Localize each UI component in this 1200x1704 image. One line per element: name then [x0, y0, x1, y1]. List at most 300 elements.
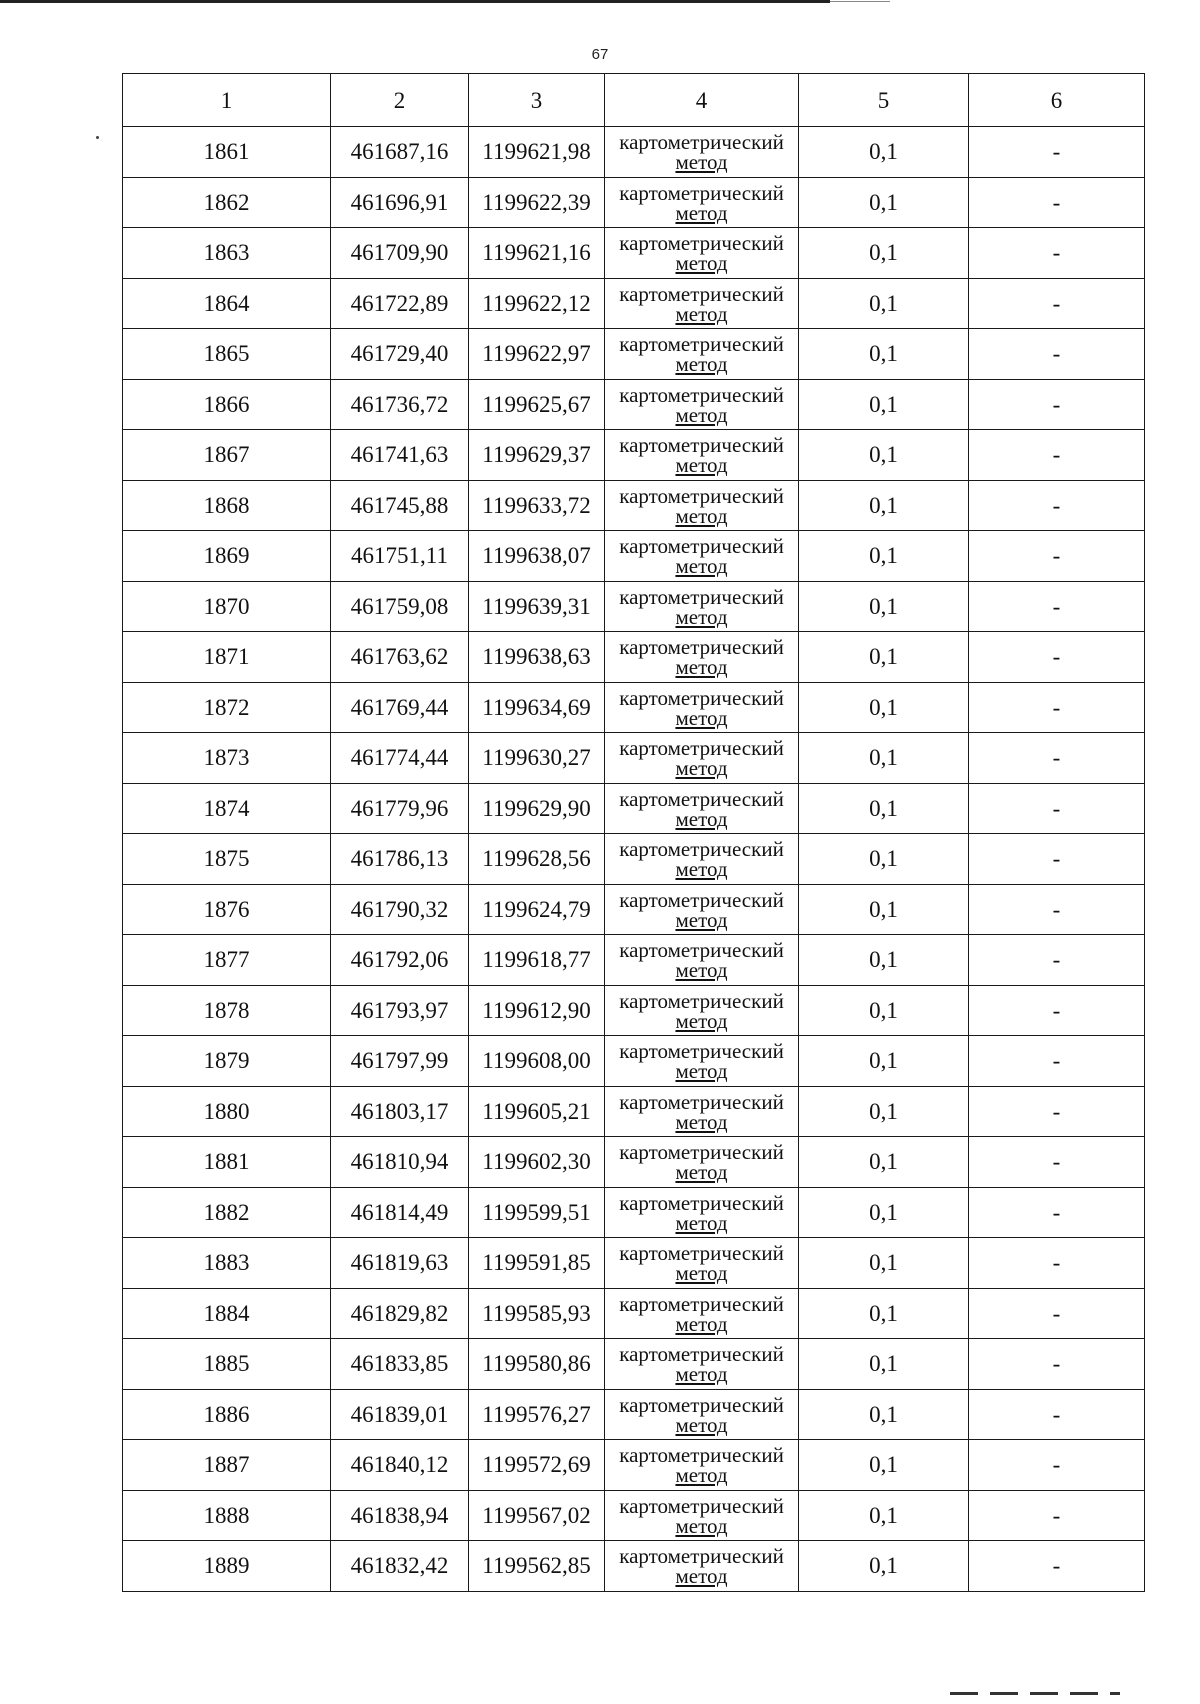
page-number: 67 — [591, 46, 609, 63]
table-row — [123, 1137, 1145, 1188]
x-coordinate-cell: 461803,17 — [331, 1086, 469, 1137]
x-coordinate-cell: 461779,96 — [331, 783, 469, 834]
accuracy-cell: 0,1 — [799, 379, 969, 430]
y-coordinate-cell: 1199624,79 — [469, 884, 605, 935]
method-line-1: картометрический — [619, 483, 784, 508]
header-cell-6: 6 — [969, 74, 1145, 127]
method-cell — [605, 379, 799, 430]
method-line-1: картометрический — [619, 1493, 784, 1518]
method-cell — [605, 1288, 799, 1339]
table-row — [123, 682, 1145, 733]
method-cell — [605, 1389, 799, 1440]
note-cell: - — [969, 1238, 1145, 1289]
accuracy-cell: 0,1 — [799, 682, 969, 733]
method-line-2: метод — [675, 1261, 728, 1286]
method-line-2: метод — [675, 1160, 728, 1185]
header-cell-2: 2 — [331, 74, 469, 127]
table-row — [123, 127, 1145, 178]
method-text — [619, 1090, 784, 1132]
note-cell: - — [969, 1541, 1145, 1592]
point-number-cell: 1865 — [123, 329, 331, 380]
table-row — [123, 430, 1145, 481]
method-cell — [605, 1137, 799, 1188]
method-line-1: картометрический — [619, 938, 784, 963]
note-cell: - — [969, 985, 1145, 1036]
y-coordinate-cell: 1199638,63 — [469, 632, 605, 683]
method-text — [619, 585, 784, 627]
method-line-1: картометрический — [619, 584, 784, 609]
method-cell — [605, 430, 799, 481]
accuracy-cell: 0,1 — [799, 1541, 969, 1592]
y-coordinate-cell: 1199621,98 — [469, 127, 605, 178]
method-text — [619, 989, 784, 1031]
accuracy-cell: 0,1 — [799, 177, 969, 228]
note-cell: - — [969, 531, 1145, 582]
method-cell — [605, 329, 799, 380]
method-line-2: метод — [675, 352, 728, 377]
note-cell: - — [969, 935, 1145, 986]
accuracy-cell: 0,1 — [799, 531, 969, 582]
scan-border-line — [0, 0, 830, 3]
method-line-2: метод — [675, 958, 728, 983]
y-coordinate-cell: 1199622,39 — [469, 177, 605, 228]
y-coordinate-cell: 1199576,27 — [469, 1389, 605, 1440]
x-coordinate-cell: 461793,97 — [331, 985, 469, 1036]
y-coordinate-cell: 1199630,27 — [469, 733, 605, 784]
method-cell — [605, 834, 799, 885]
x-coordinate-cell: 461829,82 — [331, 1288, 469, 1339]
method-cell — [605, 1541, 799, 1592]
accuracy-cell: 0,1 — [799, 884, 969, 935]
method-cell — [605, 632, 799, 683]
x-coordinate-cell: 461786,13 — [331, 834, 469, 885]
point-number-cell: 1873 — [123, 733, 331, 784]
accuracy-cell: 0,1 — [799, 783, 969, 834]
y-coordinate-cell: 1199625,67 — [469, 379, 605, 430]
point-number-cell: 1886 — [123, 1389, 331, 1440]
method-line-2: метод — [675, 907, 728, 932]
method-text — [619, 383, 784, 425]
method-line-1: картометрический — [619, 837, 784, 862]
point-number-cell: 1867 — [123, 430, 331, 481]
y-coordinate-cell: 1199608,00 — [469, 1036, 605, 1087]
method-line-1: картометрический — [619, 1039, 784, 1064]
method-line-2: метод — [675, 857, 728, 882]
method-text — [619, 787, 784, 829]
method-line-1: картометрический — [619, 736, 784, 761]
table-row — [123, 935, 1145, 986]
method-cell — [605, 1187, 799, 1238]
note-cell: - — [969, 480, 1145, 531]
point-number-cell: 1882 — [123, 1187, 331, 1238]
method-line-2: метод — [675, 604, 728, 629]
accuracy-cell: 0,1 — [799, 1137, 969, 1188]
note-cell: - — [969, 632, 1145, 683]
method-text — [619, 332, 784, 377]
table-row — [123, 1440, 1145, 1491]
point-number-cell: 1888 — [123, 1490, 331, 1541]
accuracy-cell: 0,1 — [799, 581, 969, 632]
method-text — [619, 282, 784, 324]
table-row — [123, 1389, 1145, 1440]
method-text — [619, 1443, 784, 1488]
method-line-2: метод — [675, 503, 728, 528]
method-line-1: картометрический — [619, 231, 784, 256]
note-cell: - — [969, 1086, 1145, 1137]
method-text — [619, 1140, 784, 1185]
method-line-2: метод — [675, 554, 728, 579]
coordinates-table — [122, 73, 1145, 1592]
method-text — [619, 181, 784, 223]
table-row — [123, 1187, 1145, 1238]
method-text — [619, 1241, 784, 1286]
x-coordinate-cell: 461792,06 — [331, 935, 469, 986]
x-coordinate-cell: 461763,62 — [331, 632, 469, 683]
method-line-2: метод — [675, 1210, 728, 1235]
method-text — [619, 736, 784, 781]
y-coordinate-cell: 1199622,12 — [469, 278, 605, 329]
method-cell — [605, 1036, 799, 1087]
method-line-2: метод — [675, 1362, 728, 1387]
method-cell — [605, 1238, 799, 1289]
point-number-cell: 1875 — [123, 834, 331, 885]
y-coordinate-cell: 1199629,90 — [469, 783, 605, 834]
x-coordinate-cell: 461832,42 — [331, 1541, 469, 1592]
method-text — [619, 130, 784, 175]
method-cell — [605, 884, 799, 935]
method-text — [619, 1342, 784, 1387]
x-coordinate-cell: 461722,89 — [331, 278, 469, 329]
x-coordinate-cell: 461745,88 — [331, 480, 469, 531]
method-text — [619, 1191, 784, 1233]
note-cell: - — [969, 682, 1145, 733]
note-cell: - — [969, 1288, 1145, 1339]
table-row — [123, 834, 1145, 885]
table-row — [123, 177, 1145, 228]
method-line-2: метод — [675, 655, 728, 680]
table-row — [123, 1541, 1145, 1592]
y-coordinate-cell: 1199629,37 — [469, 430, 605, 481]
point-number-cell: 1884 — [123, 1288, 331, 1339]
point-number-cell: 1880 — [123, 1086, 331, 1137]
method-cell — [605, 1490, 799, 1541]
x-coordinate-cell: 461797,99 — [331, 1036, 469, 1087]
x-coordinate-cell: 461696,91 — [331, 177, 469, 228]
table-row — [123, 733, 1145, 784]
x-coordinate-cell: 461840,12 — [331, 1440, 469, 1491]
method-line-1: картометрический — [619, 1089, 784, 1114]
y-coordinate-cell: 1199612,90 — [469, 985, 605, 1036]
method-line-1: картометрический — [619, 1190, 784, 1215]
table-row — [123, 1086, 1145, 1137]
method-cell — [605, 1086, 799, 1137]
point-number-cell: 1872 — [123, 682, 331, 733]
point-number-cell: 1863 — [123, 228, 331, 279]
note-cell: - — [969, 228, 1145, 279]
y-coordinate-cell: 1199562,85 — [469, 1541, 605, 1592]
header-cell-1: 1 — [123, 74, 331, 127]
note-cell: - — [969, 177, 1145, 228]
method-cell — [605, 127, 799, 178]
method-text — [619, 888, 784, 930]
note-cell: - — [969, 1490, 1145, 1541]
method-cell — [605, 985, 799, 1036]
note-cell: - — [969, 1389, 1145, 1440]
x-coordinate-cell: 461741,63 — [331, 430, 469, 481]
point-number-cell: 1883 — [123, 1238, 331, 1289]
note-cell: - — [969, 834, 1145, 885]
y-coordinate-cell: 1199634,69 — [469, 682, 605, 733]
method-line-1: картометрический — [619, 180, 784, 205]
accuracy-cell: 0,1 — [799, 632, 969, 683]
y-coordinate-cell: 1199639,31 — [469, 581, 605, 632]
x-coordinate-cell: 461790,32 — [331, 884, 469, 935]
method-cell — [605, 935, 799, 986]
method-line-1: картометрический — [619, 1291, 784, 1316]
x-coordinate-cell: 461774,44 — [331, 733, 469, 784]
method-line-2: метод — [675, 1311, 728, 1336]
point-number-cell: 1871 — [123, 632, 331, 683]
method-line-1: картометрический — [619, 332, 784, 357]
y-coordinate-cell: 1199621,16 — [469, 228, 605, 279]
accuracy-cell: 0,1 — [799, 935, 969, 986]
note-cell: - — [969, 329, 1145, 380]
table-row — [123, 531, 1145, 582]
method-line-1: картометрический — [619, 1392, 784, 1417]
point-number-cell: 1870 — [123, 581, 331, 632]
point-number-cell: 1874 — [123, 783, 331, 834]
method-text — [619, 1292, 784, 1334]
point-number-cell: 1864 — [123, 278, 331, 329]
table-header-row — [123, 74, 1145, 127]
header-cell-4: 4 — [605, 74, 799, 127]
table-row — [123, 632, 1145, 683]
accuracy-cell: 0,1 — [799, 834, 969, 885]
x-coordinate-cell: 461814,49 — [331, 1187, 469, 1238]
method-line-1: картометрический — [619, 988, 784, 1013]
method-cell — [605, 581, 799, 632]
method-cell — [605, 733, 799, 784]
method-line-1: картометрический — [619, 433, 784, 458]
table-row — [123, 783, 1145, 834]
accuracy-cell: 0,1 — [799, 329, 969, 380]
y-coordinate-cell: 1199572,69 — [469, 1440, 605, 1491]
method-text — [619, 686, 784, 728]
scan-border-line-thin — [830, 1, 890, 2]
method-line-2: метод — [675, 402, 728, 427]
accuracy-cell: 0,1 — [799, 1339, 969, 1390]
method-line-2: метод — [675, 1008, 728, 1033]
method-line-1: картометрический — [619, 1140, 784, 1165]
point-number-cell: 1862 — [123, 177, 331, 228]
method-line-1: картометрический — [619, 887, 784, 912]
scan-speck — [96, 136, 99, 139]
accuracy-cell: 0,1 — [799, 1490, 969, 1541]
table-row — [123, 985, 1145, 1036]
point-number-cell: 1878 — [123, 985, 331, 1036]
table-row — [123, 1490, 1145, 1541]
x-coordinate-cell: 461833,85 — [331, 1339, 469, 1390]
note-cell: - — [969, 1339, 1145, 1390]
method-cell — [605, 682, 799, 733]
method-line-1: картометрический — [619, 534, 784, 559]
accuracy-cell: 0,1 — [799, 985, 969, 1036]
x-coordinate-cell: 461839,01 — [331, 1389, 469, 1440]
table-row — [123, 1238, 1145, 1289]
method-line-2: метод — [675, 453, 728, 478]
y-coordinate-cell: 1199602,30 — [469, 1137, 605, 1188]
table-row — [123, 884, 1145, 935]
method-line-2: метод — [675, 1059, 728, 1084]
accuracy-cell: 0,1 — [799, 1440, 969, 1491]
x-coordinate-cell: 461819,63 — [331, 1238, 469, 1289]
method-cell — [605, 278, 799, 329]
method-cell — [605, 783, 799, 834]
method-line-1: картометрический — [619, 281, 784, 306]
accuracy-cell: 0,1 — [799, 480, 969, 531]
y-coordinate-cell: 1199618,77 — [469, 935, 605, 986]
accuracy-cell: 0,1 — [799, 1036, 969, 1087]
note-cell: - — [969, 379, 1145, 430]
x-coordinate-cell: 461687,16 — [331, 127, 469, 178]
x-coordinate-cell: 461838,94 — [331, 1490, 469, 1541]
table-row — [123, 329, 1145, 380]
table-row — [123, 581, 1145, 632]
note-cell: - — [969, 1187, 1145, 1238]
method-line-2: метод — [675, 1513, 728, 1538]
method-line-1: картометрический — [619, 1544, 784, 1569]
method-line-2: метод — [675, 806, 728, 831]
x-coordinate-cell: 461709,90 — [331, 228, 469, 279]
method-text — [619, 635, 784, 680]
method-text — [619, 837, 784, 882]
accuracy-cell: 0,1 — [799, 1288, 969, 1339]
y-coordinate-cell: 1199599,51 — [469, 1187, 605, 1238]
note-cell: - — [969, 430, 1145, 481]
method-cell — [605, 228, 799, 279]
method-text — [619, 1544, 784, 1589]
method-text — [619, 484, 784, 526]
point-number-cell: 1868 — [123, 480, 331, 531]
method-line-2: метод — [675, 705, 728, 730]
accuracy-cell: 0,1 — [799, 1238, 969, 1289]
accuracy-cell: 0,1 — [799, 228, 969, 279]
method-line-1: картометрический — [619, 130, 784, 155]
x-coordinate-cell: 461759,08 — [331, 581, 469, 632]
table-row — [123, 379, 1145, 430]
point-number-cell: 1866 — [123, 379, 331, 430]
method-cell — [605, 177, 799, 228]
accuracy-cell: 0,1 — [799, 1389, 969, 1440]
y-coordinate-cell: 1199567,02 — [469, 1490, 605, 1541]
note-cell: - — [969, 1137, 1145, 1188]
method-line-2: метод — [675, 1564, 728, 1589]
x-coordinate-cell: 461810,94 — [331, 1137, 469, 1188]
method-line-1: картометрический — [619, 1443, 784, 1468]
point-number-cell: 1876 — [123, 884, 331, 935]
accuracy-cell: 0,1 — [799, 1086, 969, 1137]
point-number-cell: 1861 — [123, 127, 331, 178]
point-number-cell: 1885 — [123, 1339, 331, 1390]
accuracy-cell: 0,1 — [799, 1187, 969, 1238]
method-cell — [605, 531, 799, 582]
method-text — [619, 1494, 784, 1536]
method-cell — [605, 1440, 799, 1491]
accuracy-cell: 0,1 — [799, 127, 969, 178]
y-coordinate-cell: 1199580,86 — [469, 1339, 605, 1390]
method-text — [619, 534, 784, 579]
method-line-1: картометрический — [619, 685, 784, 710]
table-row — [123, 278, 1145, 329]
accuracy-cell: 0,1 — [799, 278, 969, 329]
point-number-cell: 1869 — [123, 531, 331, 582]
point-number-cell: 1887 — [123, 1440, 331, 1491]
note-cell: - — [969, 127, 1145, 178]
note-cell: - — [969, 783, 1145, 834]
note-cell: - — [969, 278, 1145, 329]
y-coordinate-cell: 1199628,56 — [469, 834, 605, 885]
method-line-1: картометрический — [619, 1342, 784, 1367]
note-cell: - — [969, 733, 1145, 784]
y-coordinate-cell: 1199585,93 — [469, 1288, 605, 1339]
point-number-cell: 1879 — [123, 1036, 331, 1087]
method-line-2: метод — [675, 200, 728, 225]
table-row — [123, 1036, 1145, 1087]
method-line-2: метод — [675, 1463, 728, 1488]
header-cell-5: 5 — [799, 74, 969, 127]
method-text — [619, 938, 784, 983]
table-row — [123, 1288, 1145, 1339]
method-line-2: метод — [675, 756, 728, 781]
method-line-2: метод — [675, 251, 728, 276]
y-coordinate-cell: 1199633,72 — [469, 480, 605, 531]
method-text — [619, 433, 784, 478]
method-line-1: картометрический — [619, 635, 784, 660]
y-coordinate-cell: 1199622,97 — [469, 329, 605, 380]
table-row — [123, 1339, 1145, 1390]
x-coordinate-cell: 461729,40 — [331, 329, 469, 380]
table-row — [123, 228, 1145, 279]
method-cell — [605, 480, 799, 531]
x-coordinate-cell: 461751,11 — [331, 531, 469, 582]
method-text — [619, 231, 784, 276]
method-line-1: картометрический — [619, 1241, 784, 1266]
method-text — [619, 1039, 784, 1084]
x-coordinate-cell: 461769,44 — [331, 682, 469, 733]
method-line-2: метод — [675, 1109, 728, 1134]
table-row — [123, 480, 1145, 531]
method-line-1: картометрический — [619, 786, 784, 811]
point-number-cell: 1877 — [123, 935, 331, 986]
note-cell: - — [969, 884, 1145, 935]
method-line-2: метод — [675, 301, 728, 326]
method-line-2: метод — [675, 150, 728, 175]
note-cell: - — [969, 1440, 1145, 1491]
point-number-cell: 1881 — [123, 1137, 331, 1188]
note-cell: - — [969, 1036, 1145, 1087]
scan-footer-marks — [950, 1692, 1120, 1695]
x-coordinate-cell: 461736,72 — [331, 379, 469, 430]
y-coordinate-cell: 1199591,85 — [469, 1238, 605, 1289]
method-line-2: метод — [675, 1412, 728, 1437]
method-cell — [605, 1339, 799, 1390]
point-number-cell: 1889 — [123, 1541, 331, 1592]
method-line-1: картометрический — [619, 382, 784, 407]
accuracy-cell: 0,1 — [799, 733, 969, 784]
y-coordinate-cell: 1199605,21 — [469, 1086, 605, 1137]
y-coordinate-cell: 1199638,07 — [469, 531, 605, 582]
accuracy-cell: 0,1 — [799, 430, 969, 481]
